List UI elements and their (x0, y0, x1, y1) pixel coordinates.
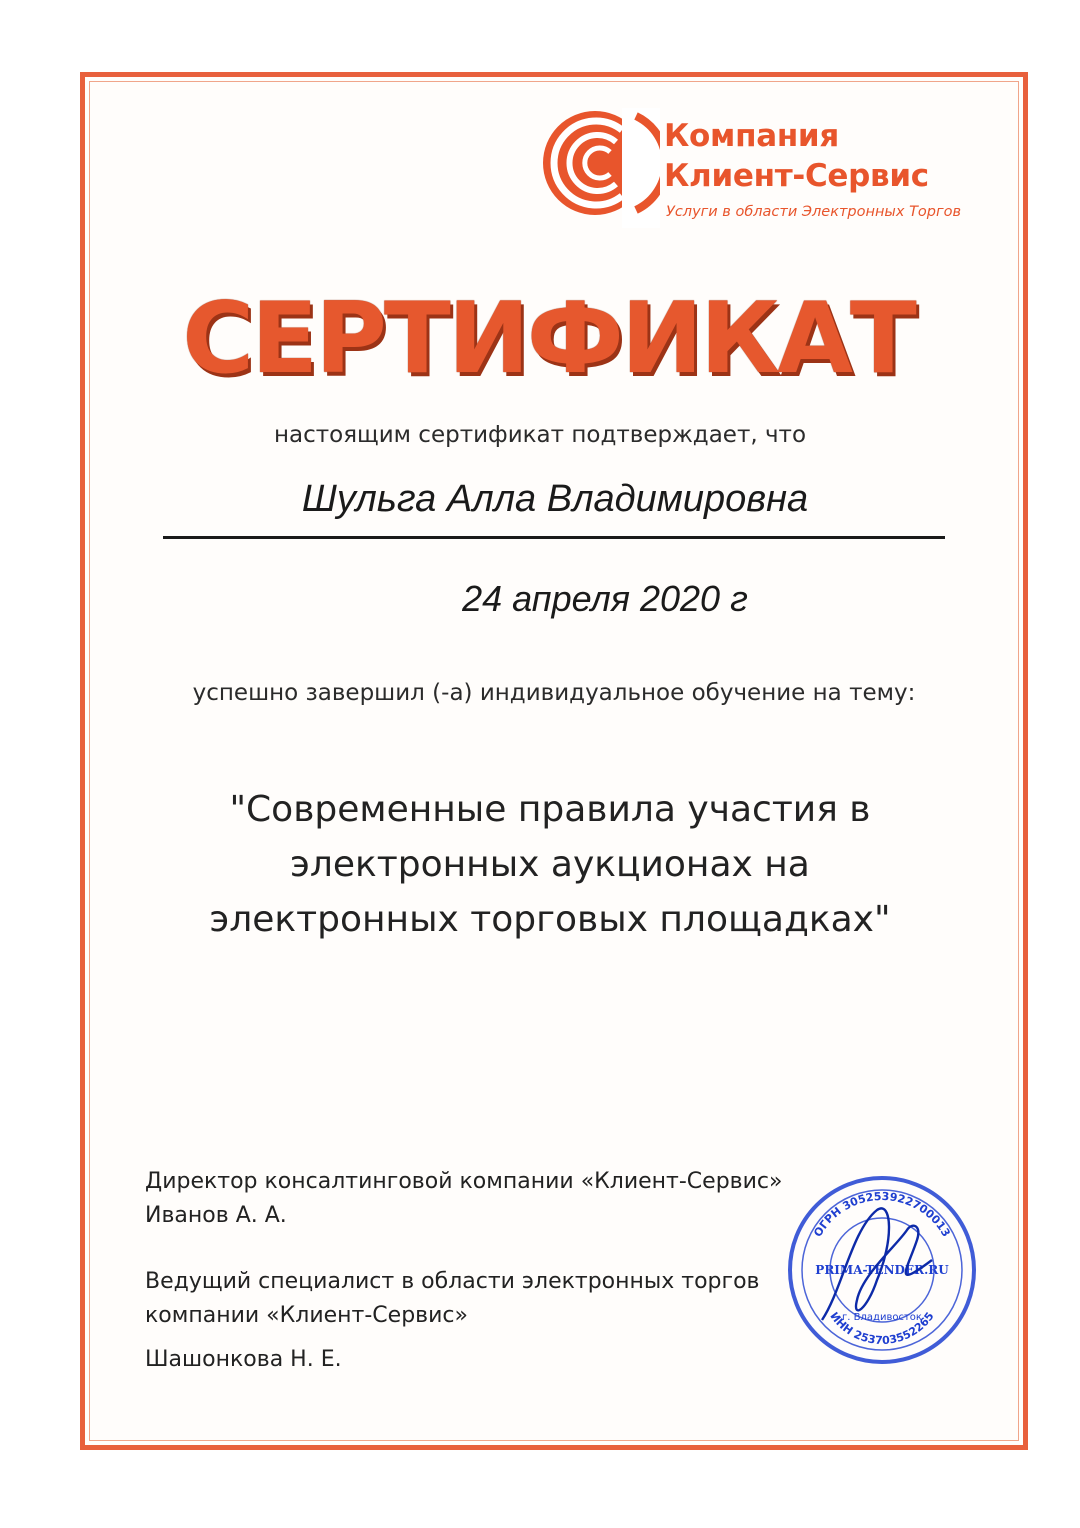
company-name-line2: Клиент-Сервис (664, 158, 929, 194)
course-topic (120, 782, 980, 947)
company-name (664, 116, 1004, 196)
specialist-title: Ведущий специалист в области электронных торгов (145, 1269, 760, 1294)
course-topic-line: электронных торговых площадках" (209, 899, 891, 940)
recipient-name: Шульга Алла Владимировна (301, 478, 809, 520)
stamp-center-text: PRIMA-TENDER.RU (815, 1263, 949, 1277)
specialist-name: Шашонкова Н. Е. (145, 1347, 342, 1372)
completion-text: успешно завершил (-а) индивидуальное обучение на тему: (192, 680, 916, 706)
confirmation-text: настоящим сертификат подтверждает, что (273, 422, 807, 448)
certificate-date: 24 апреля 2020 г (462, 578, 748, 619)
company-stamp (782, 1170, 982, 1370)
company-tagline: Услуги в области Электронных Торгов (666, 204, 962, 220)
company-circle-logo-icon (540, 108, 660, 228)
specialist-company: компании «Клиент-Сервис» (145, 1303, 468, 1328)
name-underline (163, 536, 945, 539)
stamp-inn: ИНН 253703552265 (827, 1309, 937, 1348)
director-title: Директор консалтинговой компании «Клиент-Сервис» (145, 1169, 783, 1194)
stamp-city: г. Владивосток (842, 1312, 922, 1323)
certificate-title: СЕРТИФИКАТ (182, 282, 914, 396)
stamp-ogrn: ОГРН 305253922700013 (811, 1189, 953, 1240)
director-name: Иванов А. А. (145, 1203, 287, 1228)
decorative-band (351, 0, 554, 80)
company-name-line1: Компания (664, 118, 839, 154)
course-topic-line: электронных аукционах на (290, 844, 810, 885)
course-topic-line: "Современные правила участия в (229, 789, 871, 830)
